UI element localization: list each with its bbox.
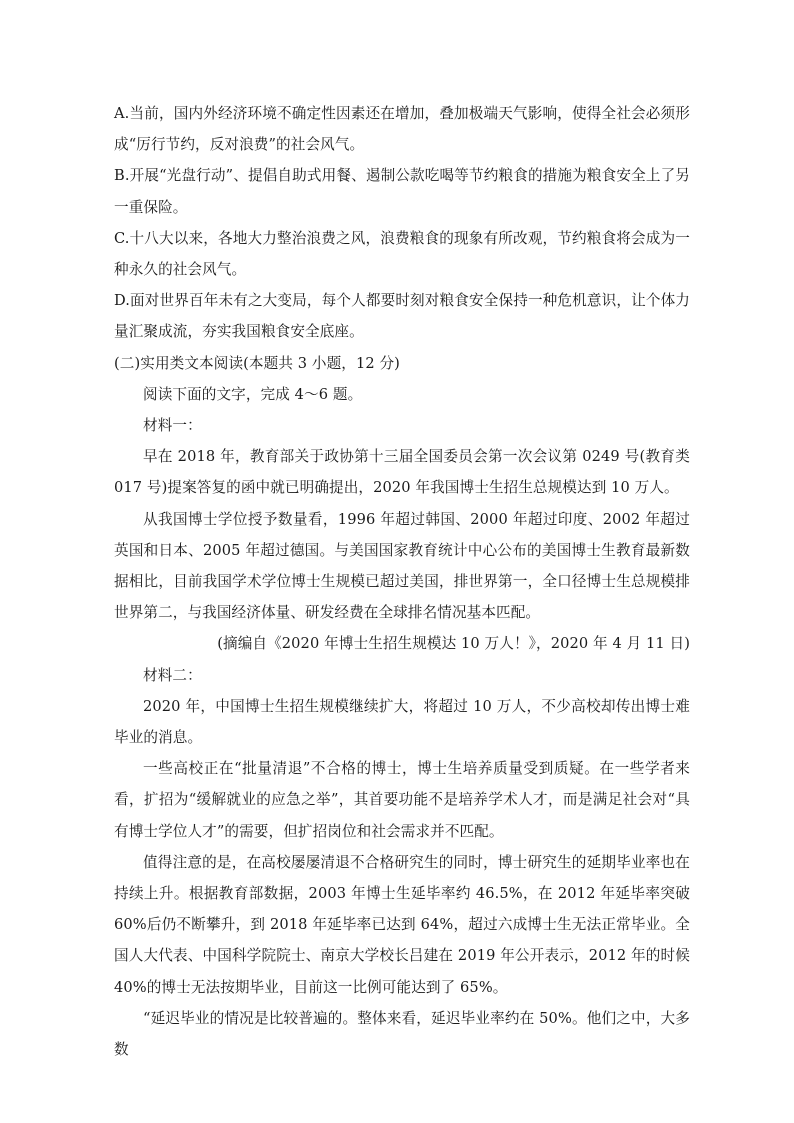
material2-label: 材料二：	[143, 666, 202, 684]
material1-label: 材料一：	[143, 417, 202, 435]
option-d: D.面对世界百年未有之大变局，每个人都要时刻对粮食安全保持一种危机意识，让个体力量汇聚成流，夯实我国粮食安全底座。	[114, 292, 690, 341]
material1-source: (摘编自《2020 年博士生招生规模达 10 万人！》，2020 年 4 月 11 日)	[217, 635, 690, 653]
material2-paragraph-3: 值得注意的是，在高校屡屡清退不合格研究生的同时，博士研究生的延期毕业率也在持续上升。根据教育部数据，2003 年博士生延毕率约 46.5%，在 2012 年延毕率突破 60%后仍不断攀升，到 2018 年延毕率已达到 64%，超过六成博士生无法正常毕业。全国人大代表、中国科学院院士、南京大学校长吕建在 2019 年公开表示，2012 年的时候 40%的博士无法按期毕业，目前这一比例可能达到了 65%。	[114, 853, 690, 996]
material2-paragraph-1: 2020 年，中国博士生招生规模继续扩大，将超过 10 万人，不少高校却传出博士难毕业的消息。	[114, 697, 690, 747]
option-c: C.十八大以来，各地大力整治浪费之风，浪费粮食的现象有所改观，节约粮食将会成为一种永久的社会风气。	[114, 229, 690, 279]
section-heading: (二)实用类文本阅读(本题共 3 小题，12 分)	[114, 354, 400, 372]
option-b: B.开展“光盘行动”、提倡自助式用餐、遏制公款吃喝等节约粮食的措施为粮食安全上了另一重保险。	[114, 167, 690, 216]
material1-paragraph-2: 从我国博士学位授予数量看，1996 年超过韩国、2000 年超过印度、2002 年超过英国和日本、2005 年超过德国。与美国国家教育统计中心公布的美国博士生教育最新数据相比，目前我国学术学位博士生规模已超过美国，排世界第一，全口径博士生总规模排世界第二，与我国经济体量、研发经费在全球排名情况基本匹配。	[114, 510, 690, 622]
section-instruction: 阅读下面的文字，完成 4～6 题。	[143, 385, 363, 403]
option-a: A.当前，国内外经济环境不确定性因素还在增加，叠加极端天气影响，使得全社会必须形成“厉行节约，反对浪费”的社会风气。	[114, 105, 690, 154]
material2-paragraph-4: “延迟毕业的情况是比较普遍的。整体来看，延迟毕业率约在 50%。他们之中，大多数	[114, 1009, 690, 1059]
document-page	[114, 98, 690, 1065]
material1-paragraph-1: 早在 2018 年，教育部关于政协第十三届全国委员会第一次会议第 0249 号(教育类 017 号)提案答复的函中就已明确提出，2020 年我国博士生招生总规模达到 10 万人。	[114, 448, 690, 497]
material2-paragraph-2: 一些高校正在“批量清退”不合格的博士，博士生培养质量受到质疑。在一些学者来看，扩招为“缓解就业的应急之举”，其首要功能不是培养学术人才，而是满足社会对“具有博士学位人才”的需要，但扩招岗位和社会需求并不匹配。	[114, 760, 690, 840]
